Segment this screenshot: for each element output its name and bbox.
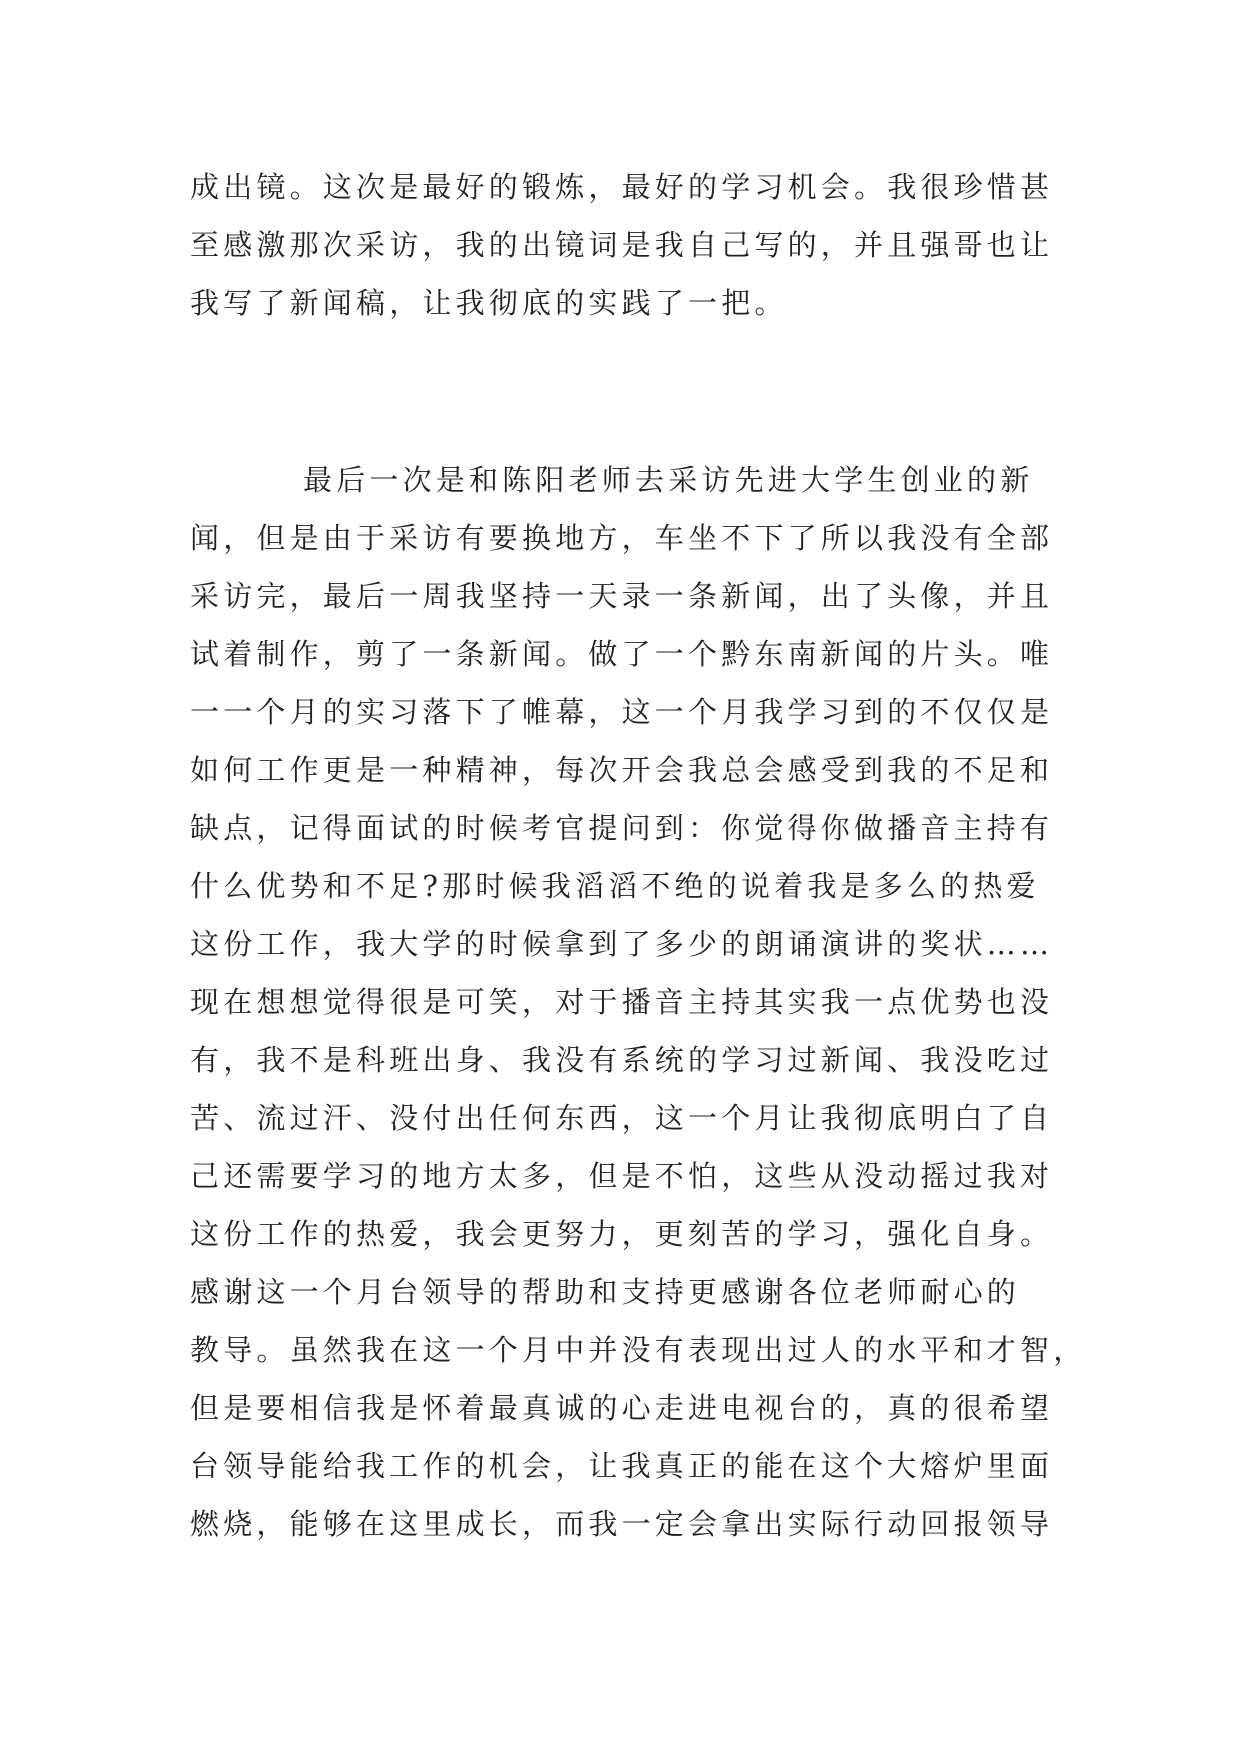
text-line: 这份工作的热爱，我会更努力，更刻苦的学习，强化自身。 bbox=[190, 1217, 1054, 1251]
text-line: 什么优势和不足?那时候我滔滔不绝的说着我是多么的热爱 bbox=[190, 869, 1040, 903]
text-line: 最后一次是和陈阳老师去采访先进大学生创业的新 bbox=[303, 463, 1034, 497]
text-line: 教导。虽然我在这一个月中并没有表现出过人的水平和才智， bbox=[190, 1333, 1087, 1367]
text-line: 苦、流过汗、没付出任何东西，这一个月让我彻底明白了自 bbox=[190, 1101, 1054, 1135]
text-line: 现在想想觉得很是可笑，对于播音主持其实我一点优势也没 bbox=[190, 985, 1054, 1019]
text-line: 但是要相信我是怀着最真诚的心走进电视台的，真的很希望 bbox=[190, 1391, 1054, 1425]
text-line: 燃烧，能够在这里成长，而我一定会拿出实际行动回报领导 bbox=[190, 1507, 1054, 1541]
text-line: 试着制作，剪了一条新闻。做了一个黔东南新闻的片头。唯 bbox=[190, 637, 1054, 671]
text-line: 成出镜。这次是最好的锻炼，最好的学习机会。我很珍惜甚 bbox=[190, 170, 1054, 204]
paragraph-2 bbox=[190, 451, 1087, 1553]
text-line: 一一个月的实习落下了帷幕，这一个月我学习到的不仅仅是 bbox=[190, 695, 1054, 729]
text-line: 至感激那次采访，我的出镜词是我自己写的，并且强哥也让 bbox=[190, 228, 1054, 262]
text-line: 采访完，最后一周我坚持一天录一条新闻，出了头像，并且 bbox=[190, 579, 1054, 613]
text-line: 我写了新闻稿，让我彻底的实践了一把。 bbox=[190, 286, 788, 320]
text-line: 己还需要学习的地方太多，但是不怕，这些从没动摇过我对 bbox=[190, 1159, 1054, 1193]
text-line: 如何工作更是一种精神，每次开会我总会感受到我的不足和 bbox=[190, 753, 1054, 787]
text-line: 感谢这一个月台领导的帮助和支持更感谢各位老师耐心的 bbox=[190, 1275, 1021, 1309]
text-line: 缺点，记得面试的时候考官提问到：你觉得你做播音主持有 bbox=[190, 811, 1054, 845]
text-line: 闻，但是由于采访有要换地方，车坐不下了所以我没有全部 bbox=[190, 521, 1054, 555]
text-line: 台领导能给我工作的机会，让我真正的能在这个大熔炉里面 bbox=[190, 1449, 1054, 1483]
text-line: 有，我不是科班出身、我没有系统的学习过新闻、我没吃过 bbox=[190, 1043, 1054, 1077]
text-line: 这份工作，我大学的时候拿到了多少的朗诵演讲的奖状…… bbox=[190, 927, 1054, 961]
paragraph-1 bbox=[190, 158, 1054, 332]
